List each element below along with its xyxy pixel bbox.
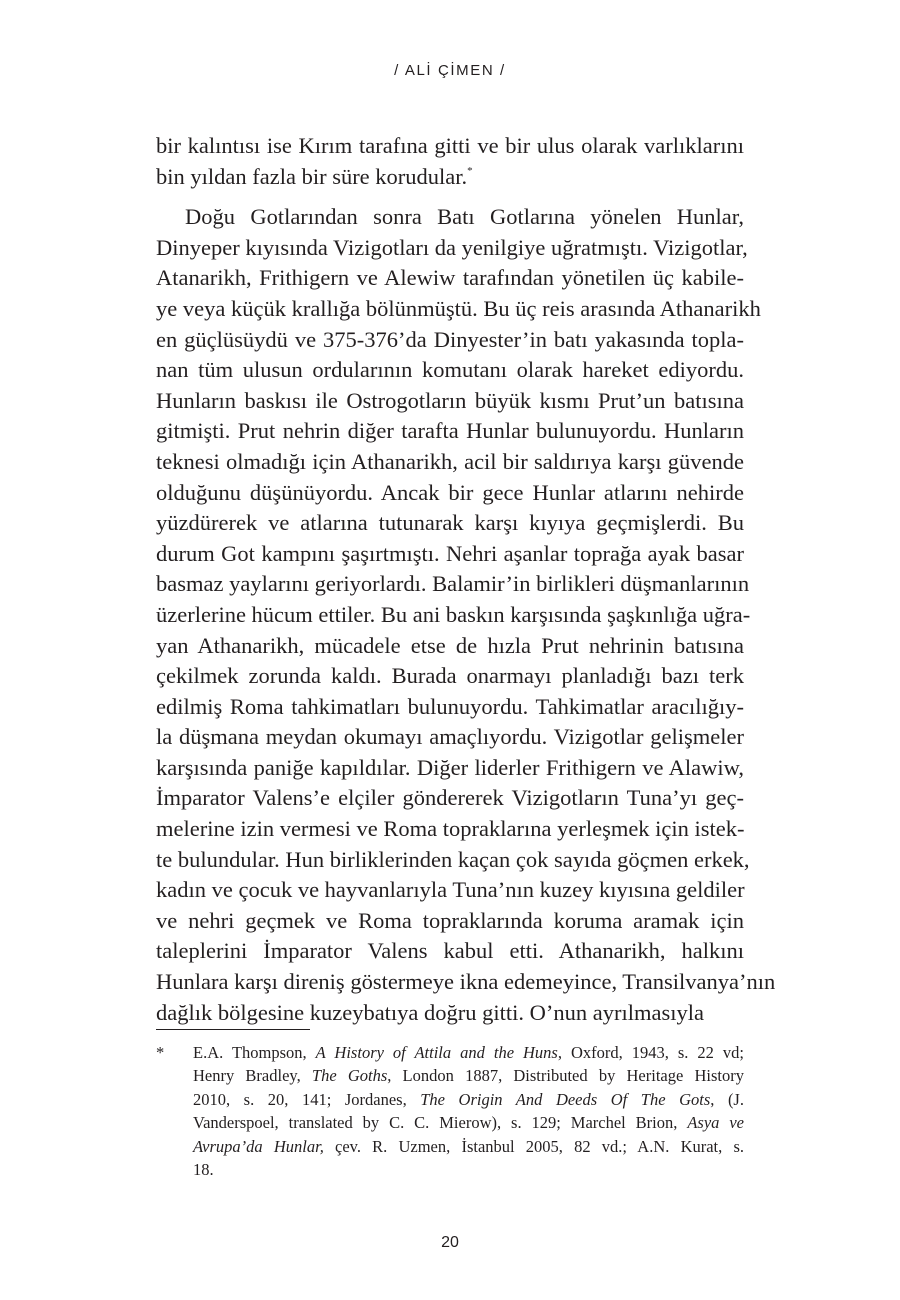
text-line: ve nehri geçmek ve Roma topraklarında koruma aramak için [156, 907, 744, 933]
footnote-marker: * [156, 1043, 165, 1062]
text-line: dağlık bölgesine kuzeybatıya doğru gitti. O’nun ayrılmasıyla [156, 999, 704, 1025]
text-line: Hunlara karşı direniş göstermeye ikna edemeyince, Transilvanya’nın [156, 969, 776, 995]
text-line: bir kalıntısı ise Kırım tarafına gitti ve bir ulus olarak varlıklarını [156, 133, 744, 158]
text-line: edilmiş Roma tahkimatları bulunuyordu. Tahkimatlar aracılığıy- [156, 693, 744, 719]
footnote-title: The Goths [311, 1066, 388, 1086]
text-line: çekilmek zorunda kaldı. Burada onarmayı planladığı bazı terk [156, 663, 744, 689]
text-line: olduğunu düşünüyordu. Ancak bir gece Hunlar atlarını nehirde [156, 479, 744, 505]
text-line: nan tüm ulusun ordularının komutanı olarak hareket ediyordu. [156, 357, 744, 383]
paragraph-2 [156, 202, 776, 1028]
text-line: ye veya küçük krallığa bölünmüştü. Bu üç reis arasında Athanarikh [156, 295, 761, 321]
paragraph-1 [156, 131, 744, 192]
footnote-line [193, 1135, 744, 1158]
text-line: teknesi olmadığı için Athanarikh, acil bir saldırıya karşı güvende [156, 448, 744, 474]
footnote-segment: , Oxford, 1943, s. 22 vd; [557, 1043, 744, 1062]
text-line: taleplerini İmparator Valens kabul etti. Athanarikh, halkını [156, 938, 744, 964]
body-text [156, 131, 776, 1028]
footnote-title: A History of Attila and the Huns [315, 1043, 558, 1062]
footnote-line [193, 1158, 744, 1181]
footnote-line [193, 1111, 744, 1134]
footnote-segment: Vanderspoel, translated by C. C. Mierow), s. 129; Marchel Brion, [193, 1113, 688, 1133]
text-line: kadın ve çocuk ve hayvanlarıyla Tuna’nın kuzey kıyısına geldiler [156, 877, 745, 903]
footnote-line [193, 1041, 744, 1064]
footnote-line [193, 1088, 744, 1111]
text-line: la düşmana meydan okumayı amaçlıyordu. Vizigotlar gelişmeler [156, 724, 744, 750]
footnote-line [193, 1064, 744, 1087]
text-line: te bulundular. Hun birliklerinden kaçan çok sayıda göçmen erkek, [156, 846, 750, 872]
text-line: melerine izin vermesi ve Roma topraklarına yerleşmek için istek- [156, 816, 745, 842]
footnote-segment: 18. [193, 1159, 214, 1179]
footnote-separator [156, 1029, 310, 1030]
text-line: en güçlüsüydü ve 375-376’da Dinyester’in batı yakasında topla- [156, 326, 744, 352]
footnote-title: Avrupa’da Hunlar, [193, 1136, 324, 1156]
text-line [156, 162, 744, 193]
footnote-text [193, 1041, 744, 1181]
text-line: yan Athanarikh, mücadele etse de hızla Prut nehrinin batısına [156, 632, 744, 658]
text-line: Doğu Gotlarından sonra Batı Gotlarına yönelen Hunlar, [185, 204, 744, 230]
footnote-segment: , (J. [710, 1089, 744, 1109]
text-line: karşısında paniğe kapıldılar. Diğer liderler Frithigern ve Alawiw, [156, 754, 744, 780]
footnote-segment: Henry Bradley, [193, 1066, 312, 1086]
footnote-title: The Origin And Deeds Of The Gots [420, 1089, 711, 1109]
text-line: üzerlerine hücum ettiler. Bu ani baskın karşısında şaşkınlığa uğra- [156, 601, 751, 627]
footnote-title: Asya ve [687, 1113, 744, 1133]
footnote-reference: * [467, 164, 473, 177]
footnote-segment: çev. R. Uzmen, İstanbul 2005, 82 vd.; A.N. Kurat, s. [323, 1136, 745, 1156]
footnote-segment: 2010, s. 20, 141; Jordanes, [193, 1089, 421, 1109]
footnote-segment: , London 1887, Distributed by Heritage History [387, 1066, 744, 1086]
page-number: 20 [441, 1234, 459, 1251]
text-line: Dinyeper kıyısında Vizigotları da yenilgiye uğratmıştı. Vizigotlar, [156, 234, 748, 260]
footnote-segment: E.A. Thompson, [193, 1043, 316, 1062]
text-line: yüzdürerek ve atlarına tutunarak karşı kıyıya geçmişlerdi. Bu [156, 510, 744, 536]
text-line: Atanarikh, Frithigern ve Alewiw tarafından yönetilen üç kabile- [156, 265, 744, 291]
text-line-content: bin yıldan fazla bir süre korudular. [156, 163, 468, 189]
text-line: basmaz yaylarını geriyorlardı. Balamir’in birlikleri düşmanlarının [156, 571, 750, 597]
text-line: İmparator Valens’e elçiler göndererek Vizigotların Tuna’yı geç- [156, 785, 744, 811]
text-line: durum Got kampını şaşırtmıştı. Nehri aşanlar toprağa ayak basar [156, 540, 744, 566]
running-head: / ALİ ÇİMEN / [394, 62, 506, 79]
text-line: gitmişti. Prut nehrin diğer tarafta Hunlar bulunuyordu. Hunların [156, 418, 744, 444]
text-line: Hunların baskısı ile Ostrogotların büyük kısmı Prut’un batısına [156, 387, 744, 413]
